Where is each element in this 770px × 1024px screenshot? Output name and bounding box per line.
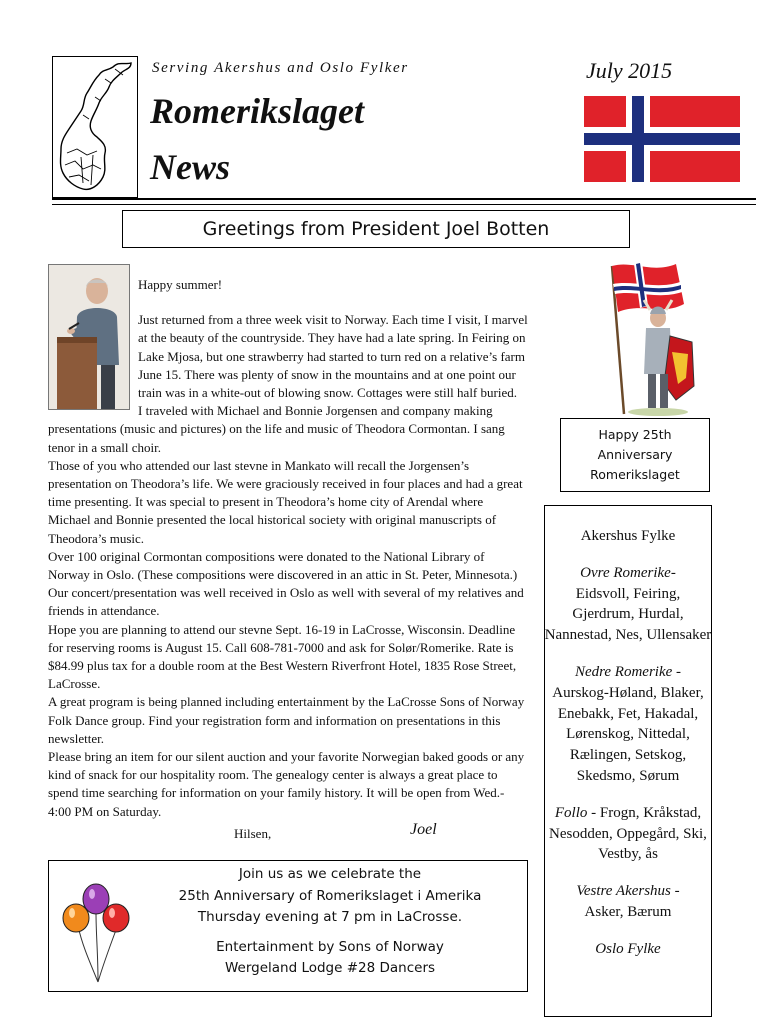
region-label: Vestre Akershus: [576, 883, 671, 900]
newsletter-title: Romerikslaget: [150, 91, 364, 131]
letter-paragraph: Over 100 original Cormontan compositions were donated to the National Library of Norway in Oslo. (These compositions were discovered in an attic in St. Peter, Minnesota.) Our concert/presentation was well received in Oslo as well with several of my relatives and friends in attendance.: [48, 548, 524, 619]
serving-subtitle: Serving Akershus and Oslo Fylker: [152, 60, 409, 76]
region-places: Eidsvoll, Feiring, Gjerdrum, Hurdal, Nannestad, Nes, Ullensaker: [544, 585, 712, 644]
anniversary-line: Anniversary: [597, 447, 673, 462]
newsletter-title-news: News: [150, 147, 230, 187]
signature: Joel: [410, 820, 437, 838]
event-line: Join us as we celebrate the: [238, 866, 422, 882]
region-places: Aurskog-Høland, Blaker, Enebakk, Fet, Hakadal, Lørenskog, Nittedal, Rælingen, Setskog, Skedsmo, Sørum: [552, 684, 704, 784]
letter-paragraph: A great program is being planned including entertainment by the LaCrosse Sons of Norway Folk Dance group. Find your registration form and information on presentations in this newsletter.: [48, 694, 525, 746]
norwegian-flag-icon: [584, 96, 740, 182]
region-dash: -: [672, 663, 682, 680]
closing-text: Hilsen,: [234, 825, 272, 841]
letter-signoff: [48, 821, 528, 845]
region-dash: -: [670, 883, 680, 900]
region-places: - Frogn, Kråkstad, Nesodden, Oppegård, Ski, Vestby, ås: [549, 804, 707, 863]
header-rule-thin: [52, 204, 756, 205]
fylke-sidebar: [544, 526, 712, 960]
anniversary-box: [560, 418, 710, 492]
region-label: Nedre Romerike: [574, 663, 673, 680]
norway-map-icon: [53, 57, 137, 197]
region-label: Follo: [554, 804, 588, 821]
region-label-line: [544, 881, 712, 902]
letter-paragraph: Just returned from a three week visit to Norway. Each time I visit, I marvel at the beauty of the countryside. They have had a late spring. In Feiring on Lake Mjosa, but one strawberry had started to turn red on a relative’s farm June 15. There was plenty of snow in the mountains and at one point our train was in a white-out of blowing snow. Cottages were still half buried.: [138, 312, 528, 401]
header-rule: [52, 198, 756, 200]
event-line: 25th Anniversary of Romerikslaget i Amerika: [178, 887, 482, 904]
letter-paragraph: Happy summer!: [138, 277, 223, 292]
region-entry: [544, 803, 712, 865]
event-line: Thursday evening at 7 pm in LaCrosse.: [197, 909, 463, 925]
region-label-line: [544, 662, 712, 683]
greeting-heading: Greetings from President Joel Botten: [122, 210, 630, 248]
anniversary-line: Romerikslaget: [590, 467, 680, 482]
letter-paragraph: Those of you who attended our last stevne in Mankato will recall the Jorgensen’s presentation on Theodora’s life. We were graciously received in four places and had a great time presenting. It was special to present in Theodora’s home city of Arendal where Michael and Bonnie presented the local historical society with original manuscripts of Theodora’s music.: [48, 457, 523, 546]
region-label: Ovre Romerike-: [580, 564, 676, 581]
anniversary-line: Happy 25th: [598, 427, 672, 442]
viking-flag-illustration: [572, 256, 712, 416]
region-label: Oslo Fylke: [595, 940, 661, 957]
president-letter: [48, 276, 528, 845]
balloons-icon: [58, 882, 136, 984]
letter-paragraph: I traveled with Michael and Bonnie Jorgensen and company making presentations (music and pictures) on the life and music of Theodora Cormontan. I sang tenor in a small choir.: [48, 403, 505, 455]
fylke-heading: Akershus Fylke: [580, 528, 676, 544]
letter-paragraph: Please bring an item for our silent auction and your favorite Norwegian baked goods or any kind of snack for our hospitality room. The genealogy center is always a great place to spend time searching for information on your family history. It will be open from Wed.- 4:00 PM on Saturday.: [48, 749, 525, 819]
letter-paragraph: Hope you are planning to attend our stevne Sept. 16-19 in LaCrosse, Wisconsin. Deadline for reserving rooms is August 15. Call 608-781-7000 and ask for Solør/Romerike. Rate is $84.99 plus tax for a double room at the Best Western Riverfront Hotel, 1835 Rose Street, LaCrosse.: [48, 621, 517, 692]
region-places: Asker, Bærum: [584, 903, 672, 920]
event-line: Entertainment by Sons of Norway: [216, 938, 444, 955]
event-line: Wergeland Lodge #28 Dancers: [224, 960, 436, 976]
issue-date: July 2015: [586, 58, 673, 83]
event-announcement: [140, 864, 520, 980]
norway-map-frame: [52, 56, 138, 198]
